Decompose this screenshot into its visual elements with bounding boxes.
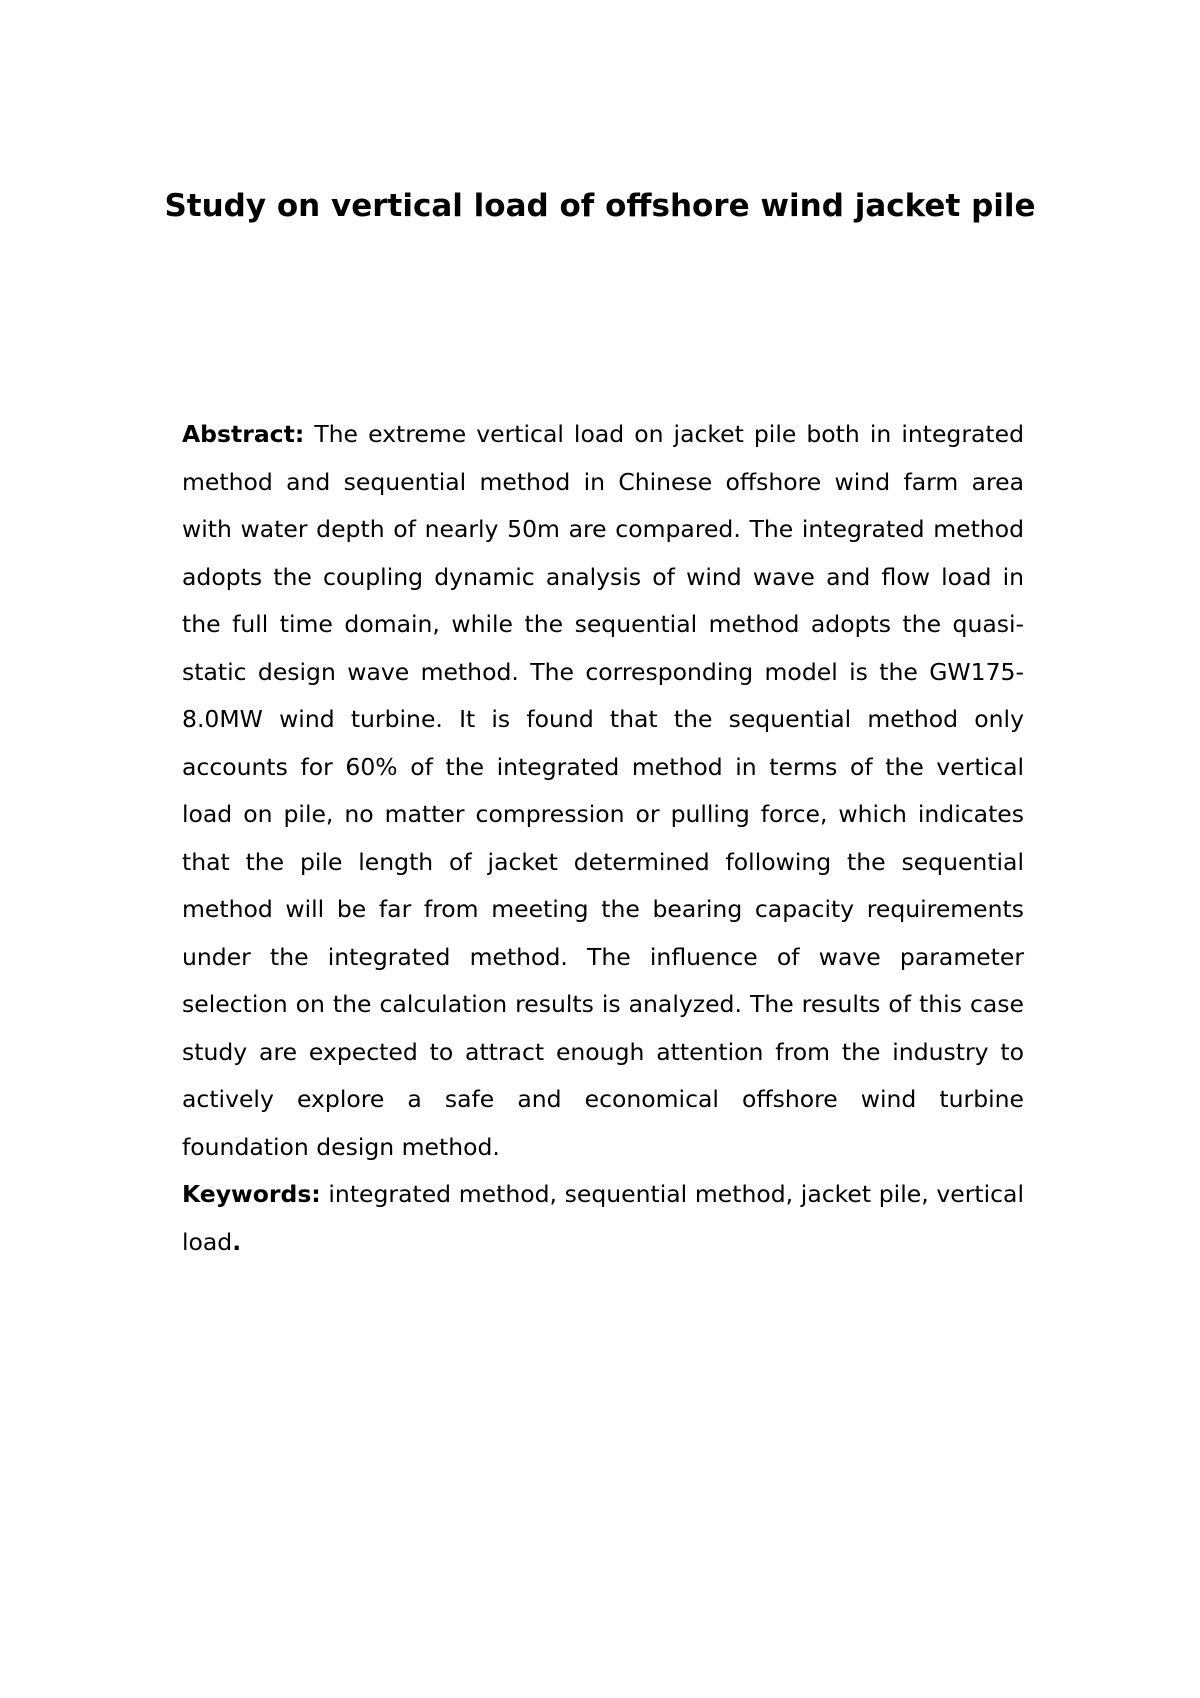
keywords-text: integrated method, sequential method, jacket pile, vertical load xyxy=(182,1180,1024,1256)
keywords-end-period: . xyxy=(232,1227,242,1256)
abstract-label: Abstract: xyxy=(182,420,305,448)
paper-title: Study on vertical load of offshore wind jacket pile xyxy=(164,188,1036,224)
keywords-label: Keywords: xyxy=(182,1180,321,1208)
abstract-section xyxy=(182,411,1024,1266)
keywords-paragraph xyxy=(182,1171,1024,1266)
abstract-text: The extreme vertical load on jacket pile both in integrated method and sequential method in Chinese offshore wind farm area with water depth of nearly 50m are compared. The integrated method adopts the coupling dynamic analysis of wind wave and flow load in the full time domain, while the sequential method adopts the quasi-static design wave method. The corresponding model is the GW175-8.0MW wind turbine. It is found that the sequential method only accounts for 60% of the integrated method in terms of the vertical load on pile, no matter compression or pulling force, which indicates that the pile length of jacket determined following the sequential method will be far from meeting the bearing capacity requirements under the integrated method. The influence of wave parameter selection on the calculation results is analyzed. The results of this case study are expected to attract enough attention from the industry to actively explore a safe and economical offshore wind turbine foundation design method. xyxy=(182,420,1024,1161)
abstract-paragraph xyxy=(182,411,1024,1171)
